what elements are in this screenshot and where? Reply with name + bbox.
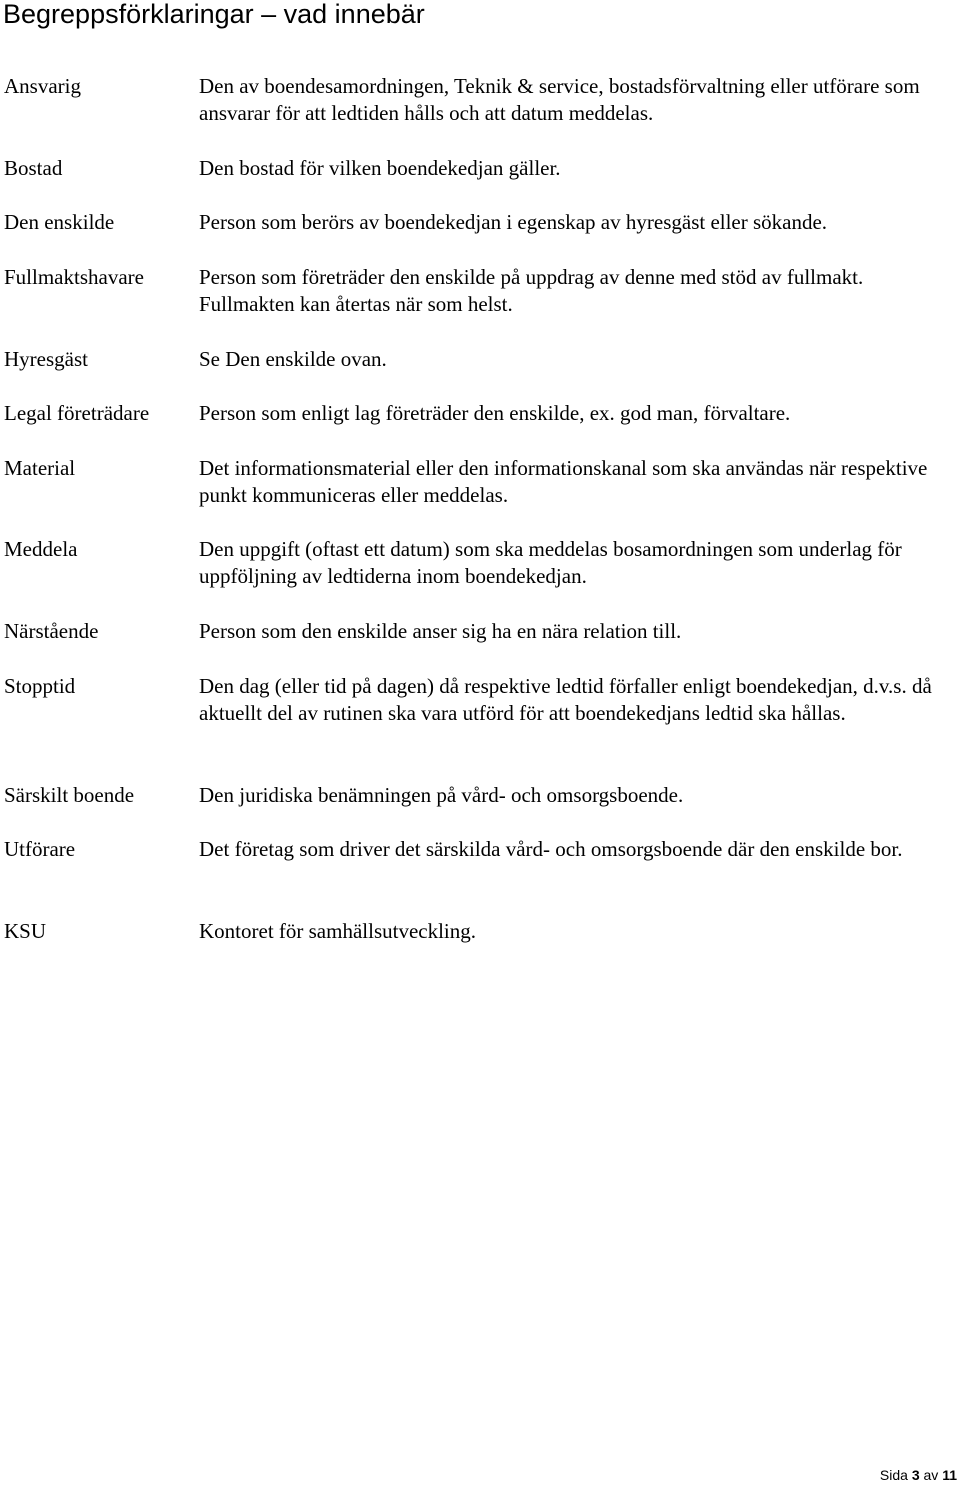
term-label: Närstående	[4, 619, 99, 643]
definition-text: Den bostad för vilken boendekedjan gäller.	[199, 156, 561, 180]
definition-text: Kontoret för samhällsutveckling.	[199, 919, 477, 943]
term-label: Stopptid	[4, 674, 76, 698]
term-label: Meddela	[4, 537, 78, 561]
term-label: Material	[4, 456, 76, 480]
term-label: Särskilt boende	[4, 783, 135, 807]
current-page: 3	[911, 1467, 920, 1483]
term-label: Bostad	[4, 156, 63, 180]
term-label: Ansvarig	[4, 74, 81, 98]
term-label: Utförare	[4, 837, 76, 861]
page-label: Sida	[879, 1467, 908, 1483]
term-label: Hyresgäst	[4, 347, 88, 371]
definition-text: Den av boendesamordningen, Teknik & service, bostadsförvaltning eller utförare som ansvarar för att ledtiden hålls och att datum meddelas.	[199, 74, 920, 125]
definition-text: Det företag som driver det särskilda vård- och omsorgsboende där den enskilde bor.	[199, 837, 903, 861]
page-separator: av	[923, 1467, 939, 1483]
definition-text: Den dag (eller tid på dagen) då respektive ledtid förfaller enligt boendekedjan, d.v.s. då aktuellt del av rutinen ska vara utförd för att boendekedjans ledtid ska hållas.	[199, 674, 932, 725]
term-label: Fullmaktshavare	[4, 265, 144, 289]
definition-text: Se Den enskilde ovan.	[199, 347, 387, 371]
definition-text: Person som enligt lag företräder den enskilde, ex. god man, förvaltare.	[199, 401, 791, 425]
total-pages: 11	[942, 1467, 957, 1483]
definition-text: Det informationsmaterial eller den informationskanal som ska användas när respektive punkt kommuniceras eller meddelas.	[199, 456, 928, 507]
definition-text: Den uppgift (oftast ett datum) som ska meddelas bosamordningen som underlag för uppföljning av ledtiderna inom boendekedjan.	[199, 537, 902, 588]
definition-text: Den juridiska benämningen på vård- och omsorgsboende.	[199, 783, 684, 807]
page-title: Begreppsförklaringar – vad innebär	[3, 0, 425, 29]
term-label: KSU	[4, 919, 47, 943]
term-label: Legal företrädare	[4, 401, 150, 425]
term-label: Den enskilde	[4, 210, 115, 234]
page-number	[880, 1466, 957, 1484]
definition-text: Person som berörs av boendekedjan i egenskap av hyresgäst eller sökande.	[199, 210, 828, 234]
definition-text: Person som företräder den enskilde på uppdrag av denne med stöd av fullmakt. Fullmakten kan återtas när som helst.	[199, 265, 864, 316]
definition-text: Person som den enskilde anser sig ha en nära relation till.	[199, 619, 682, 643]
